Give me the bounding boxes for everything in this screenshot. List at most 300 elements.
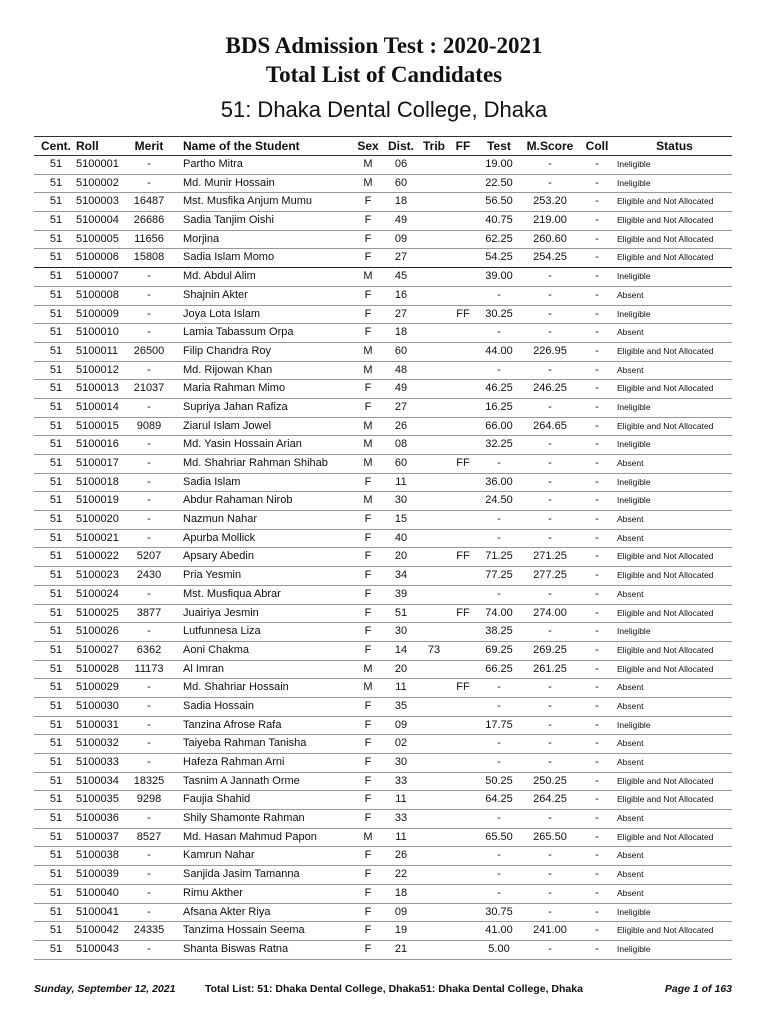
cell-coll: - [595, 942, 599, 955]
cell-name: Shajnin Akter [183, 288, 248, 301]
cell-cent: 51 [49, 886, 63, 899]
cell-coll: - [595, 924, 599, 937]
cell-dist: 60 [394, 457, 408, 469]
cell-sex: M [363, 270, 373, 283]
cell-cent: 51 [49, 251, 63, 264]
cell-test: 54.25 [485, 251, 513, 264]
cell-merit: - [147, 270, 151, 283]
cell-status: Absent [617, 514, 644, 525]
cell-merit: - [147, 475, 151, 488]
cell-coll: - [595, 774, 599, 787]
table-row [34, 904, 732, 923]
cell-roll: 5100029 [76, 681, 119, 694]
cell-mscore: - [548, 326, 552, 339]
cell-name: Apurba Mollick [183, 531, 256, 544]
table-row [34, 717, 732, 736]
cell-test: - [497, 326, 501, 339]
col-header-mscore: M.Score [526, 139, 574, 153]
cell-roll: 5100010 [76, 326, 119, 339]
cell-coll: - [595, 438, 599, 451]
cell-mscore: - [548, 849, 552, 862]
cell-sex: F [364, 924, 372, 937]
cell-name: Sadia Islam Momo [183, 251, 275, 264]
cell-coll: - [595, 344, 599, 357]
cell-status: Eligible and Not Allocated [617, 196, 714, 207]
cell-roll: 5100030 [76, 699, 119, 712]
cell-mscore: - [548, 270, 552, 283]
cell-merit: 11656 [134, 232, 164, 245]
cell-sex: F [364, 513, 372, 526]
cell-merit: - [147, 756, 151, 768]
cell-status: Ineligible [617, 159, 651, 169]
cell-merit: - [147, 737, 151, 750]
cell-dist: 30 [394, 756, 408, 768]
cell-test: 17.75 [485, 718, 513, 731]
cell-coll: - [595, 158, 599, 170]
cell-cent: 51 [49, 400, 63, 413]
cell-test: - [497, 363, 501, 376]
cell-test: - [497, 699, 501, 712]
table-row [34, 474, 732, 493]
cell-merit: - [147, 176, 151, 189]
cell-status: Absent [617, 813, 644, 824]
cell-cent: 51 [49, 326, 63, 339]
cell-name: Partho Mitra [183, 158, 243, 170]
table-row [34, 754, 732, 773]
cell-roll: 5100040 [76, 886, 119, 899]
cell-mscore: - [548, 812, 552, 825]
cell-roll: 5100011 [76, 344, 119, 357]
cell-coll: - [595, 868, 599, 881]
cell-roll: 5100014 [76, 400, 119, 413]
cell-cent: 51 [49, 587, 63, 600]
cell-mscore: - [548, 531, 552, 544]
cell-dist: 51 [394, 606, 408, 619]
cell-test: 36.00 [485, 475, 513, 488]
table-row [34, 773, 732, 792]
cell-sex: F [364, 718, 372, 731]
cell-coll: - [595, 643, 599, 656]
cell-sex: M [363, 830, 373, 843]
cell-coll: - [595, 681, 599, 694]
cell-merit: - [147, 681, 151, 694]
cell-name: Md. Shahriar Rahman Shihab [183, 457, 328, 469]
cell-merit: 9298 [136, 793, 162, 806]
table-row [34, 343, 732, 362]
cell-ff: FF [456, 606, 470, 619]
cell-test: 32.25 [485, 438, 513, 451]
cell-status: Absent [617, 700, 644, 711]
cell-roll: 5100023 [76, 569, 119, 582]
cell-status: Ineligible [617, 177, 651, 188]
cell-status: Ineligible [617, 495, 651, 506]
cell-sex: F [364, 232, 372, 245]
cell-mscore: 277.25 [533, 569, 567, 582]
cell-sex: F [364, 475, 372, 488]
cell-sex: F [364, 699, 372, 712]
cell-dist: 02 [394, 737, 408, 750]
table-row [34, 287, 732, 306]
cell-roll: 5100034 [76, 774, 119, 787]
cell-name: Md. Rijowan Khan [183, 363, 273, 376]
candidates-table [34, 136, 732, 960]
cell-sex: M [363, 681, 373, 694]
cell-cent: 51 [49, 793, 63, 806]
cell-status: Ineligible [617, 401, 651, 412]
table-row [34, 810, 732, 829]
cell-name: Md. Munir Hossain [183, 176, 275, 189]
cell-test: - [497, 737, 501, 750]
cell-mscore: - [548, 718, 552, 731]
table-row [34, 249, 732, 268]
cell-name: Abdur Rahaman Nirob [183, 494, 293, 507]
cell-status: Eligible and Not Allocated [617, 925, 714, 936]
cell-status: Absent [617, 364, 644, 375]
table-row [34, 492, 732, 511]
cell-dist: 60 [394, 176, 408, 189]
cell-roll: 5100039 [76, 868, 119, 881]
cell-roll: 5100024 [76, 587, 119, 600]
cell-merit: 8527 [136, 830, 162, 843]
cell-dist: 60 [394, 344, 408, 357]
table-row [34, 306, 732, 325]
cell-merit: 16487 [133, 195, 165, 208]
cell-coll: - [595, 812, 599, 825]
cell-name: Faujia Shahid [183, 793, 251, 806]
cell-status: Absent [617, 887, 644, 898]
cell-test: - [497, 812, 501, 825]
cell-sex: F [364, 606, 372, 619]
cell-mscore: - [548, 699, 552, 712]
cell-mscore: - [548, 363, 552, 376]
cell-coll: - [595, 513, 599, 526]
cell-status: Eligible and Not Allocated [617, 570, 714, 581]
cell-roll: 5100043 [76, 942, 119, 955]
cell-test: - [497, 531, 501, 544]
table-row [34, 586, 732, 605]
cell-test: 74.00 [485, 606, 513, 619]
table-row [34, 175, 732, 194]
cell-cent: 51 [49, 699, 63, 712]
cell-name: Sadia Tanjim Oishi [183, 214, 274, 227]
cell-coll: - [595, 625, 599, 638]
cell-test: - [497, 681, 501, 694]
cell-cent: 51 [49, 158, 63, 170]
cell-roll: 5100031 [76, 718, 119, 731]
table-row [34, 679, 732, 698]
cell-name: Rimu Akther [183, 886, 243, 899]
college-heading: 51: Dhaka Dental College, Dhaka [220, 97, 548, 122]
table-body [34, 156, 732, 960]
cell-mscore: - [548, 307, 552, 320]
cell-coll: - [595, 830, 599, 843]
cell-name: Tanzina Afrose Rafa [183, 718, 282, 731]
cell-dist: 08 [394, 438, 408, 451]
cell-coll: - [595, 886, 599, 899]
cell-status: Eligible and Not Allocated [617, 233, 714, 244]
cell-cent: 51 [49, 756, 63, 768]
cell-merit: - [147, 812, 151, 825]
cell-dist: 20 [394, 550, 408, 563]
col-header-dist: Dist. [387, 139, 414, 153]
cell-name: Supriya Jahan Rafiza [183, 400, 288, 413]
cell-roll: 5100002 [76, 176, 119, 189]
cell-coll: - [595, 232, 599, 245]
cell-test: 50.25 [485, 774, 513, 787]
table-row [34, 605, 732, 624]
cell-dist: 27 [394, 400, 408, 413]
cell-dist: 26 [394, 849, 408, 862]
cell-status: Eligible and Not Allocated [617, 215, 714, 226]
cell-roll: 5100019 [76, 494, 119, 507]
cell-mscore: - [548, 457, 552, 469]
cell-roll: 5100020 [76, 513, 119, 526]
cell-name: Mst. Musfiqua Abrar [183, 587, 281, 600]
cell-sex: F [364, 587, 372, 600]
cell-mscore: - [548, 942, 552, 955]
cell-dist: 14 [394, 643, 408, 656]
cell-mscore: - [548, 587, 552, 600]
cell-dist: 18 [394, 326, 408, 339]
cell-name: Maria Rahman Mimo [183, 382, 286, 395]
cell-coll: - [595, 494, 599, 507]
cell-status: Eligible and Not Allocated [617, 252, 714, 263]
cell-merit: - [147, 905, 151, 918]
cell-test: 66.25 [485, 662, 513, 675]
cell-merit: - [147, 494, 151, 507]
cell-merit: 2430 [136, 569, 162, 582]
cell-sex: M [363, 419, 373, 432]
cell-coll: - [595, 569, 599, 582]
cell-merit: - [147, 158, 151, 170]
cell-name: Kamrun Nahar [183, 849, 255, 862]
cell-test: 30.75 [485, 905, 513, 918]
cell-cent: 51 [49, 550, 63, 563]
cell-merit: - [147, 886, 151, 899]
cell-merit: 18325 [133, 774, 165, 787]
cell-roll: 5100033 [76, 756, 119, 768]
col-header-test: Test [487, 139, 511, 153]
table-row [34, 511, 732, 530]
cell-name: Md. Yasin Hossain Arian [183, 438, 302, 451]
cell-dist: 22 [394, 868, 408, 881]
cell-roll: 5100041 [76, 905, 119, 918]
cell-coll: - [595, 288, 599, 301]
cell-merit: - [147, 868, 151, 881]
cell-mscore: 264.25 [533, 793, 567, 806]
cell-cent: 51 [49, 232, 63, 245]
cell-name: Lamia Tabassum Orpa [183, 326, 294, 339]
cell-ff: FF [456, 681, 470, 694]
cell-status: Absent [617, 588, 644, 599]
cell-roll: 5100007 [76, 270, 119, 283]
cell-mscore: 274.00 [533, 606, 567, 619]
cell-cent: 51 [49, 849, 63, 862]
cell-mscore: 254.25 [533, 251, 567, 264]
cell-cent: 51 [49, 924, 63, 937]
cell-mscore: - [548, 475, 552, 488]
cell-cent: 51 [49, 625, 63, 638]
cell-mscore: 265.50 [533, 830, 567, 843]
cell-status: Absent [617, 869, 644, 880]
cell-cent: 51 [49, 681, 63, 694]
document-title: BDS Admission Test : 2020-2021 [225, 33, 543, 58]
cell-name: Nazmun Nahar [183, 513, 257, 526]
cell-cent: 51 [49, 288, 63, 301]
cell-merit: 26500 [133, 344, 165, 357]
cell-test: - [497, 756, 501, 768]
cell-roll: 5100001 [76, 158, 119, 170]
cell-test: 38.25 [485, 625, 513, 638]
cell-cent: 51 [49, 643, 63, 656]
cell-sex: F [364, 195, 372, 208]
cell-dist: 11 [395, 793, 407, 806]
col-header-ff: FF [455, 139, 471, 153]
cell-dist: 15 [394, 513, 408, 526]
cell-roll: 5100042 [76, 924, 119, 937]
cell-test: 5.00 [488, 942, 510, 955]
cell-merit: 9089 [136, 419, 162, 432]
cell-mscore: 250.25 [533, 774, 567, 787]
cell-cent: 51 [49, 214, 63, 227]
cell-roll: 5100028 [76, 662, 119, 675]
cell-roll: 5100006 [76, 251, 119, 264]
table-row [34, 548, 732, 567]
cell-mscore: - [548, 176, 552, 189]
cell-status: Eligible and Not Allocated [617, 644, 714, 655]
cell-mscore: 219.00 [533, 214, 567, 227]
cell-merit: - [147, 531, 151, 544]
cell-cent: 51 [49, 569, 63, 582]
cell-name: Ziarul Islam Jowel [183, 419, 272, 432]
cell-mscore: - [548, 868, 552, 881]
cell-merit: - [147, 699, 151, 712]
cell-merit: 24335 [133, 924, 165, 937]
cell-test: - [497, 288, 501, 301]
cell-test: 56.50 [485, 195, 513, 208]
cell-status: Absent [617, 738, 644, 749]
cell-merit: - [147, 849, 151, 862]
table-row [34, 791, 732, 810]
cell-roll: 5100038 [76, 849, 119, 862]
cell-cent: 51 [49, 494, 63, 507]
cell-roll: 5100005 [76, 232, 119, 245]
cell-roll: 5100018 [76, 475, 119, 488]
table-row [34, 922, 732, 941]
cell-trib: 73 [427, 643, 441, 656]
cell-merit: 11173 [134, 662, 164, 675]
cell-coll: - [595, 587, 599, 600]
cell-merit: - [147, 307, 151, 320]
table-row [34, 455, 732, 474]
cell-sex: F [364, 737, 372, 750]
cell-cent: 51 [49, 363, 63, 376]
cell-status: Ineligible [617, 439, 651, 450]
cell-roll: 5100016 [76, 438, 119, 451]
col-header-coll: Coll [585, 139, 609, 153]
cell-mscore: - [548, 288, 552, 301]
cell-test: 46.25 [485, 382, 513, 395]
cell-status: Ineligible [617, 719, 651, 730]
cell-status: Eligible and Not Allocated [617, 794, 714, 805]
cell-name: Al Imran [183, 662, 224, 675]
cell-sex: F [364, 214, 372, 227]
cell-cent: 51 [49, 830, 63, 843]
cell-test: - [497, 587, 501, 600]
cell-merit: - [147, 363, 151, 376]
cell-dist: 33 [394, 812, 408, 825]
cell-cent: 51 [49, 942, 63, 955]
cell-status: Eligible and Not Allocated [617, 345, 714, 356]
col-header-trib: Trib [422, 139, 445, 153]
cell-test: 22.50 [485, 176, 513, 189]
cell-roll: 5100037 [76, 830, 119, 843]
cell-test: - [497, 457, 501, 469]
cell-cent: 51 [49, 457, 63, 469]
table-row [34, 212, 732, 231]
cell-status: Eligible and Not Allocated [617, 775, 714, 786]
cell-test: 16.25 [485, 400, 513, 413]
cell-cent: 51 [49, 905, 63, 918]
cell-coll: - [595, 737, 599, 750]
cell-coll: - [595, 550, 599, 563]
cell-coll: - [595, 382, 599, 395]
cell-roll: 5100036 [76, 812, 119, 825]
cell-coll: - [595, 195, 599, 208]
cell-dist: 18 [394, 886, 408, 899]
cell-status: Ineligible [617, 271, 651, 282]
cell-coll: - [595, 606, 599, 619]
cell-ff: FF [456, 457, 470, 469]
cell-dist: 49 [394, 382, 408, 395]
cell-test: - [497, 868, 501, 881]
cell-dist: 21 [394, 942, 408, 955]
table-row [34, 231, 732, 250]
cell-status: Ineligible [617, 943, 651, 954]
cell-merit: - [147, 718, 151, 731]
cell-cent: 51 [49, 419, 63, 432]
cell-coll: - [595, 251, 599, 264]
cell-status: Absent [617, 682, 644, 693]
cell-dist: 27 [394, 307, 408, 320]
cell-dist: 30 [394, 494, 408, 507]
cell-coll: - [595, 793, 599, 806]
cell-name: Juairiya Jesmin [183, 606, 259, 619]
cell-merit: - [147, 438, 151, 451]
cell-name: Morjina [183, 232, 220, 245]
table-row [34, 324, 732, 343]
cell-roll: 5100026 [76, 625, 119, 638]
cell-name: Tasnim A Jannath Orme [183, 774, 300, 787]
cell-dist: 48 [394, 363, 408, 376]
cell-name: Sadia Islam [183, 475, 241, 488]
cell-sex: F [364, 774, 372, 787]
cell-merit: 5207 [136, 550, 162, 563]
cell-mscore: - [548, 886, 552, 899]
cell-sex: F [364, 643, 372, 656]
cell-mscore: - [548, 513, 552, 526]
cell-status: Eligible and Not Allocated [617, 831, 714, 842]
col-header-cent: Cent. [41, 139, 71, 153]
cell-test: 41.00 [485, 924, 513, 937]
table-row [34, 399, 732, 418]
col-header-status: Status [656, 139, 693, 153]
cell-test: 40.75 [485, 214, 513, 227]
cell-dist: 45 [394, 270, 408, 283]
cell-cent: 51 [49, 270, 63, 283]
cell-test: 30.25 [485, 307, 513, 320]
cell-roll: 5100013 [76, 382, 119, 395]
